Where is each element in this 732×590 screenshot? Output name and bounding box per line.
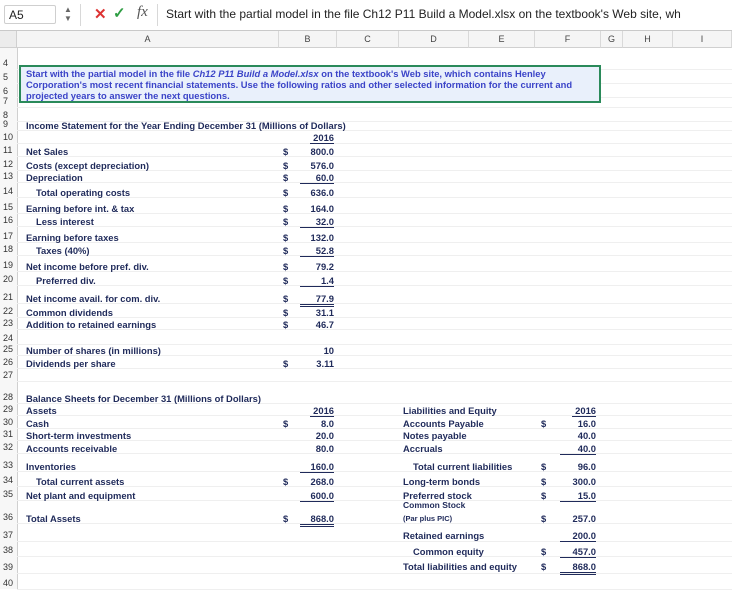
row-number[interactable]: 20 bbox=[3, 274, 14, 284]
assets-header: Assets bbox=[26, 405, 57, 416]
income-row-label: Net Sales bbox=[26, 146, 69, 157]
income-row-dollar: $ bbox=[283, 319, 289, 330]
income-row-dollar: $ bbox=[283, 245, 289, 256]
liability-row-value[interactable]: 300.0 bbox=[572, 476, 596, 487]
income-row-value[interactable]: 32.0 bbox=[300, 216, 334, 228]
common-stock-dollar: $ bbox=[541, 513, 547, 524]
column-header-d[interactable]: D bbox=[399, 31, 469, 48]
income-row-dollar: $ bbox=[283, 216, 289, 227]
dps-label: Dividends per share bbox=[26, 358, 116, 369]
formula-bar bbox=[0, 0, 732, 31]
liability-row-dollar: $ bbox=[541, 461, 547, 472]
balance-sheet-title: Balance Sheets for December 31 (Millions of Dollars) bbox=[26, 393, 261, 404]
income-row-label: Preferred div. bbox=[36, 275, 96, 286]
row-number[interactable]: 28 bbox=[3, 392, 14, 402]
income-row-dollar: $ bbox=[283, 146, 289, 157]
row-number[interactable]: 8 bbox=[3, 110, 9, 120]
liability-row-label: Long-term bonds bbox=[403, 476, 481, 487]
income-row-label: Net income before pref. div. bbox=[26, 261, 149, 272]
income-row-label: Taxes (40%) bbox=[36, 245, 90, 256]
liability-row-value[interactable]: 40.0 bbox=[577, 430, 596, 441]
row-number[interactable]: 25 bbox=[3, 344, 14, 354]
column-header-g[interactable]: G bbox=[601, 31, 623, 48]
asset-row-value[interactable]: 20.0 bbox=[315, 430, 334, 441]
liability-row-value[interactable]: 16.0 bbox=[577, 418, 596, 429]
income-row-label: Addition to retained earnings bbox=[26, 319, 157, 330]
retained-earnings-value[interactable]: 200.0 bbox=[560, 530, 596, 542]
row-number[interactable]: 30 bbox=[3, 417, 14, 427]
row-number[interactable]: 6 bbox=[3, 86, 9, 96]
row-number[interactable]: 26 bbox=[3, 357, 14, 367]
row-number[interactable]: 40 bbox=[3, 578, 14, 588]
dps-value[interactable]: 3.11 bbox=[316, 358, 334, 369]
row-number[interactable]: 24 bbox=[3, 333, 14, 343]
income-row-label: Costs (except depreciation) bbox=[26, 160, 149, 171]
cancel-icon[interactable]: ✕ bbox=[94, 6, 107, 23]
asset-row-value[interactable]: 80.0 bbox=[315, 443, 334, 454]
income-row-label: Less interest bbox=[36, 216, 94, 227]
column-header-f[interactable]: F bbox=[535, 31, 601, 48]
instructions-part-1: Start with the partial model in the file bbox=[26, 68, 193, 79]
asset-row-value[interactable]: 600.0 bbox=[300, 490, 334, 502]
common-equity-dollar: $ bbox=[541, 546, 547, 557]
total-liabilities-equity-dollar: $ bbox=[541, 561, 547, 572]
total-assets-label: Total Assets bbox=[26, 513, 81, 524]
row-number[interactable]: 7 bbox=[3, 96, 9, 106]
income-row-dollar: $ bbox=[283, 261, 289, 272]
row-gridline bbox=[17, 242, 732, 243]
row-gridline bbox=[17, 317, 732, 318]
income-row-dollar: $ bbox=[283, 187, 289, 198]
row-number[interactable]: 12 bbox=[3, 159, 14, 169]
income-row-value[interactable]: 52.8 bbox=[300, 245, 334, 257]
row-number[interactable]: 15 bbox=[3, 202, 14, 212]
income-row-label: Common dividends bbox=[26, 307, 113, 318]
assets-year-header: 2016 bbox=[310, 405, 334, 417]
retained-earnings-label: Retained earnings bbox=[403, 530, 485, 541]
total-assets-value[interactable]: 868.0 bbox=[300, 513, 334, 527]
common-stock-label: Common Stock bbox=[403, 500, 466, 510]
row-gridline bbox=[17, 573, 732, 574]
income-row-value[interactable]: 46.7 bbox=[315, 319, 334, 330]
liability-row-dollar: $ bbox=[541, 476, 547, 487]
row-number[interactable]: 13 bbox=[3, 171, 14, 181]
row-number[interactable]: 23 bbox=[3, 318, 14, 328]
income-row-label: Earning before taxes bbox=[26, 232, 119, 243]
income-row-value[interactable]: 77.9 bbox=[300, 293, 334, 307]
liability-row-value[interactable]: 15.0 bbox=[560, 490, 596, 502]
liabilities-year-header: 2016 bbox=[572, 405, 596, 417]
select-all-corner[interactable] bbox=[0, 31, 17, 48]
asset-row-dollar: $ bbox=[283, 476, 289, 487]
income-row-dollar: $ bbox=[283, 307, 289, 318]
row-gridline bbox=[17, 255, 732, 256]
asset-row-label: Short-term investments bbox=[26, 430, 132, 441]
income-row-dollar: $ bbox=[283, 275, 289, 286]
row-number[interactable]: 21 bbox=[3, 292, 14, 302]
income-row-dollar: $ bbox=[283, 203, 289, 214]
liabilities-header: Liabilities and Equity bbox=[403, 405, 497, 416]
asset-row-label: Net plant and equipment bbox=[26, 490, 136, 501]
confirm-icon[interactable]: ✓ bbox=[113, 5, 126, 22]
shares-label: Number of shares (in millions) bbox=[26, 345, 161, 356]
column-header-e[interactable]: E bbox=[469, 31, 535, 48]
income-statement-title: Income Statement for the Year Ending December 31 (Millions of Dollars) bbox=[26, 120, 346, 131]
income-row-value[interactable]: 79.2 bbox=[315, 261, 334, 272]
row-number[interactable]: 17 bbox=[3, 231, 14, 241]
row-number[interactable]: 10 bbox=[3, 132, 14, 142]
income-row-value[interactable]: 800.0 bbox=[310, 146, 334, 157]
income-row-value[interactable]: 31.1 bbox=[315, 307, 334, 318]
income-row-label: Earning before int. & tax bbox=[26, 203, 135, 214]
name-box-stepper-icon[interactable]: ▲ ▼ bbox=[64, 5, 72, 23]
total-liabilities-equity-value[interactable]: 868.0 bbox=[560, 561, 596, 575]
formula-bar-divider bbox=[80, 4, 81, 26]
asset-row-dollar: $ bbox=[283, 418, 289, 429]
income-row-dollar: $ bbox=[283, 232, 289, 243]
row-number[interactable]: 11 bbox=[3, 145, 13, 155]
asset-row-value[interactable]: 268.0 bbox=[310, 476, 334, 487]
row-gridline bbox=[17, 523, 732, 524]
common-stock-sub: (Par plus PIC) bbox=[403, 514, 453, 523]
row-number[interactable]: 37 bbox=[3, 530, 14, 540]
row-gridline bbox=[17, 381, 732, 382]
name-box[interactable]: A5 bbox=[4, 5, 56, 24]
row-number[interactable]: 39 bbox=[3, 562, 14, 572]
row-gridline bbox=[17, 285, 732, 286]
row-number[interactable]: 32 bbox=[3, 442, 14, 452]
liability-row-label: Preferred stock bbox=[403, 490, 472, 501]
row-gridline bbox=[17, 156, 732, 157]
asset-row-label: Accounts receivable bbox=[26, 443, 118, 454]
liability-row-dollar: $ bbox=[541, 490, 547, 501]
income-row-value[interactable]: 636.0 bbox=[310, 187, 334, 198]
row-number[interactable]: 35 bbox=[3, 489, 14, 499]
income-row-dollar: $ bbox=[283, 160, 289, 171]
row-gridline bbox=[17, 556, 732, 557]
row-gridline bbox=[17, 143, 732, 144]
insert-function-icon[interactable]: fx bbox=[137, 4, 148, 20]
row-gridline bbox=[17, 541, 732, 542]
liability-row-label: Accounts Payable bbox=[403, 418, 484, 429]
row-number[interactable]: 22 bbox=[3, 306, 14, 316]
instructions-text bbox=[26, 68, 598, 102]
income-year-header: 2016 bbox=[310, 132, 334, 144]
liability-row-label: Total current liabilities bbox=[413, 461, 513, 472]
row-gridline bbox=[17, 428, 732, 429]
total-liabilities-equity-label: Total liabilities and equity bbox=[403, 561, 517, 572]
income-row-label: Depreciation bbox=[26, 172, 83, 183]
total-assets-dollar: $ bbox=[283, 513, 289, 524]
income-row-value[interactable]: 576.0 bbox=[310, 160, 334, 171]
income-row-dollar: $ bbox=[283, 293, 289, 304]
common-equity-label: Common equity bbox=[413, 546, 484, 557]
common-stock-value[interactable]: 257.0 bbox=[572, 513, 596, 524]
row-number[interactable]: 31 bbox=[3, 429, 14, 439]
asset-row-value[interactable]: 160.0 bbox=[300, 461, 334, 473]
row-gridline bbox=[17, 107, 732, 108]
row-gridline bbox=[17, 453, 732, 454]
common-equity-value[interactable]: 457.0 bbox=[560, 546, 596, 558]
row-gridline bbox=[17, 226, 732, 227]
row-number[interactable]: 36 bbox=[3, 512, 14, 522]
liability-row-label: Accruals bbox=[403, 443, 443, 454]
income-row-label: Net income avail. for com. div. bbox=[26, 293, 161, 304]
liability-row-value[interactable]: 96.0 bbox=[577, 461, 596, 472]
row-gridline bbox=[17, 415, 732, 416]
income-row-value[interactable]: 132.0 bbox=[310, 232, 334, 243]
shares-value[interactable]: 10 bbox=[323, 345, 334, 356]
income-row-value[interactable]: 60.0 bbox=[300, 172, 334, 184]
row-number[interactable]: 29 bbox=[3, 404, 14, 414]
row-number[interactable]: 16 bbox=[3, 215, 14, 225]
row-number[interactable]: 19 bbox=[3, 260, 14, 270]
column-header-a[interactable]: A bbox=[17, 31, 279, 48]
liability-row-label: Notes payable bbox=[403, 430, 467, 441]
instructions-part-2: on the textbook's Web site, which contains Henley Corporation's most recent financial statements. Use the following ratios and other selected information for the current and projected years to answer the next questions. bbox=[26, 68, 573, 102]
income-row-label: Total operating costs bbox=[36, 187, 131, 198]
asset-row-value[interactable]: 8.0 bbox=[320, 418, 334, 429]
column-header-i[interactable]: I bbox=[673, 31, 732, 48]
liability-row-dollar: $ bbox=[541, 418, 547, 429]
instructions-file-name: Ch12 P11 Build a Model.xlsx bbox=[192, 68, 319, 79]
row-gridline bbox=[17, 471, 732, 472]
column-header-c[interactable]: C bbox=[337, 31, 399, 48]
row-number[interactable]: 4 bbox=[3, 58, 9, 68]
row-number[interactable]: 34 bbox=[3, 475, 14, 485]
row-gridline bbox=[17, 182, 732, 183]
row-number[interactable]: 14 bbox=[3, 186, 14, 196]
row-number[interactable]: 9 bbox=[3, 119, 9, 129]
row-number[interactable]: 5 bbox=[3, 72, 9, 82]
income-row-dollar: $ bbox=[283, 172, 289, 183]
column-header-h[interactable]: H bbox=[623, 31, 673, 48]
dps-dollar: $ bbox=[283, 358, 289, 369]
asset-row-label: Cash bbox=[26, 418, 49, 429]
asset-row-label: Inventories bbox=[26, 461, 77, 472]
row-number[interactable]: 33 bbox=[3, 460, 14, 470]
row-number[interactable]: 38 bbox=[3, 545, 14, 555]
row-number[interactable]: 18 bbox=[3, 244, 14, 254]
income-row-value[interactable]: 1.4 bbox=[300, 275, 334, 287]
liability-row-value[interactable]: 40.0 bbox=[560, 443, 596, 455]
income-row-value[interactable]: 164.0 bbox=[310, 203, 334, 214]
formula-bar-divider-2 bbox=[157, 4, 158, 26]
row-gridline bbox=[17, 368, 732, 369]
row-number[interactable]: 27 bbox=[3, 370, 14, 380]
column-header-b[interactable]: B bbox=[279, 31, 337, 48]
asset-row-label: Total current assets bbox=[36, 476, 125, 487]
formula-input[interactable]: Start with the partial model in the file Ch12 P11 Build a Model.xlsx on the textbook's Web site, wh bbox=[166, 7, 681, 21]
